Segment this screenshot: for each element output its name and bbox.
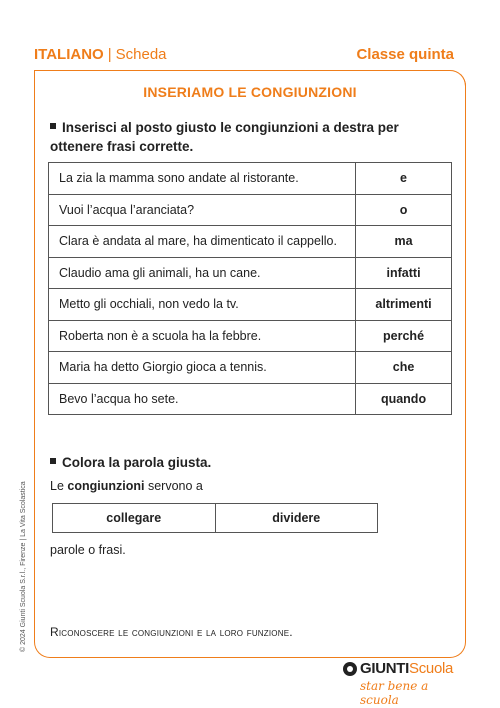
sheet-type-label: Scheda [115, 46, 167, 63]
conjunction-cell: e [356, 163, 452, 195]
conjunction-cell: infatti [356, 257, 452, 289]
sentence-cell: Clara è andata al mare, ha dimenticato il cappello. [49, 226, 356, 258]
keyword: congiunzioni [67, 479, 145, 493]
table-row [49, 352, 452, 384]
logo-brand-name: GIUNTI [360, 660, 410, 677]
text-before: Le [50, 479, 64, 493]
worksheet-title: INSERIAMO LE CONGIUNZIONI [143, 84, 357, 100]
giunti-scuola-logo [343, 660, 463, 707]
option-collegare[interactable]: collegare [106, 511, 162, 525]
word-choice-box [52, 503, 378, 533]
copyright-notice: © 2024 Giunti Scuola S.r.l., Firenze | La Vita Scolastica [20, 481, 27, 652]
header-separator: | [107, 46, 112, 63]
logo-brand [360, 660, 453, 677]
table-row [49, 163, 452, 195]
text-after: servono a [147, 479, 203, 493]
sentence-cell: Roberta non è a scuola ha la febbre. [49, 320, 356, 352]
table-row [49, 194, 452, 226]
subject-label: ITALIANO [34, 46, 104, 63]
class-label: Classe quinta [356, 46, 454, 63]
logo-mark-icon [343, 662, 357, 676]
bullet-icon [50, 123, 56, 129]
exercise2-instruction [50, 453, 211, 472]
exercise2-instruction-text: Colora la parola giusta. [62, 455, 212, 470]
logo-brand-suffix: Scuola [409, 660, 454, 677]
conjunction-cell: che [356, 352, 452, 384]
sentence-cell: Maria ha detto Giorgio gioca a tennis. [49, 352, 356, 384]
exercise2-sentence [50, 479, 203, 493]
learning-goal: Riconoscere le congiunzioni e la loro funzione. [50, 625, 293, 639]
logo-tagline: star bene a scuola [360, 679, 429, 707]
sentence-cell: Metto gli occhiali, non vedo la tv. [49, 289, 356, 321]
table-row [49, 289, 452, 321]
conjunction-table [48, 162, 452, 415]
exercise1-instruction-text: Inserisci al posto giusto le congiunzioni a destra per ottenere frasi corrette. [50, 120, 399, 154]
sentence-cell: Bevo l’acqua ho sete. [49, 383, 356, 415]
exercise2-ending: parole o frasi. [50, 543, 126, 557]
conjunction-cell: altrimenti [356, 289, 452, 321]
sentence-cell: Vuoi l’acqua l’aranciata? [49, 194, 356, 226]
header-left [34, 46, 167, 63]
conjunction-cell: o [356, 194, 452, 226]
table-row [49, 257, 452, 289]
sentence-cell: Claudio ama gli animali, ha un cane. [49, 257, 356, 289]
conjunction-cell: perché [356, 320, 452, 352]
table-row [49, 383, 452, 415]
table-row [49, 320, 452, 352]
sentence-cell: La zia la mamma sono andate al ristorante. [49, 163, 356, 195]
exercise1-instruction [50, 118, 440, 156]
option-dividere[interactable]: dividere [215, 504, 378, 532]
conjunction-cell: ma [356, 226, 452, 258]
conjunction-cell: quando [356, 383, 452, 415]
table-row [49, 226, 452, 258]
bullet-icon [50, 458, 56, 464]
